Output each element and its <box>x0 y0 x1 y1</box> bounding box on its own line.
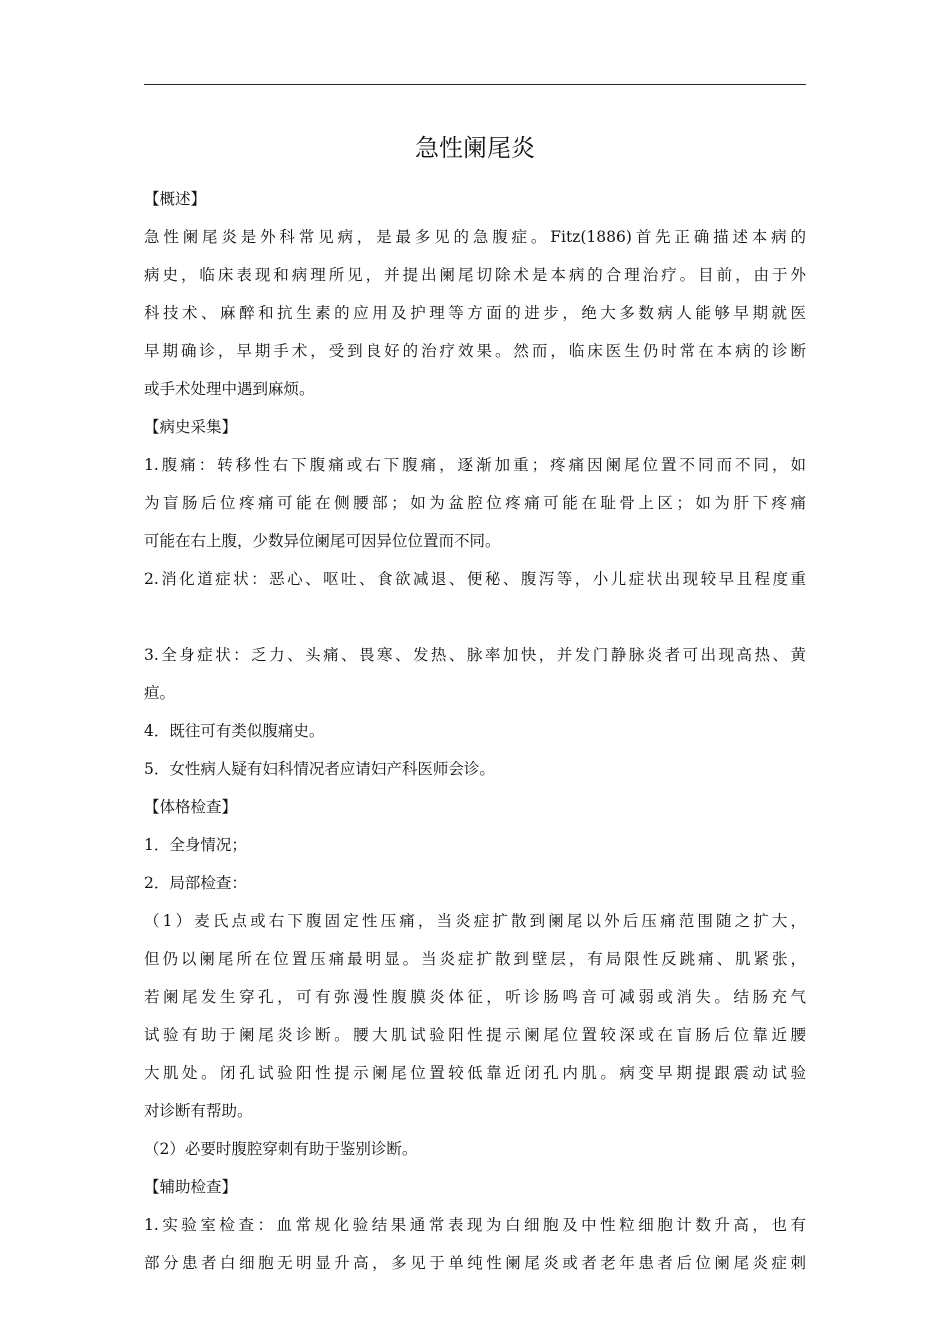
text-line: 急性阑尾炎是外科常见病，是最多见的急腹症。Fitz(1886)首先正确描述本病的 <box>144 228 806 246</box>
text-line: 1.实验室检查：血常规化验结果通常表现为白细胞及中性粒细胞计数升高，也有 <box>144 1216 806 1234</box>
text-line: 若阑尾发生穿孔，可有弥漫性腹膜炎体征，听诊肠鸣音可减弱或消失。结肠充气 <box>144 988 806 1006</box>
text-line <box>144 598 806 636</box>
text-line: （2）必要时腹腔穿刺有助于鉴别诊断。 <box>144 1140 418 1158</box>
text-line: 【病史采集】 <box>144 418 238 436</box>
text-line: 疸。 <box>144 684 176 702</box>
text-line: 1.腹痛：转移性右下腹痛或右下腹痛，逐渐加重；疼痛因阑尾位置不同而不同，如 <box>144 456 806 474</box>
text-line: 4．既往可有类似腹痛史。 <box>144 722 325 740</box>
text-line: 科技术、麻醉和抗生素的应用及护理等方面的进步，绝大多数病人能够早期就医 <box>144 304 806 322</box>
text-line: 或手术处理中遇到麻烦。 <box>144 380 315 398</box>
document-title: 急性阑尾炎 <box>415 134 535 162</box>
text-line: 对诊断有帮助。 <box>144 1102 253 1120</box>
text-line: （1）麦氏点或右下腹固定性压痛，当炎症扩散到阑尾以外后压痛范围随之扩大， <box>144 912 806 930</box>
text-line: 可能在右上腹，少数异位阑尾可因异位位置而不同。 <box>144 532 501 550</box>
text-line: 病史，临床表现和病理所见，并提出阑尾切除术是本病的合理治疗。目前，由于外 <box>144 266 806 284</box>
text-line: 试验有助于阑尾炎诊断。腰大肌试验阳性提示阑尾位置较深或在盲肠后位靠近腰 <box>144 1026 806 1044</box>
text-line: 但仍以阑尾所在位置压痛最明显。当炎症扩散到壁层，有局限性反跳痛、肌紧张， <box>144 950 806 968</box>
header-rule <box>144 84 806 85</box>
text-line: 5．女性病人疑有妇科情况者应请妇产科医师会诊。 <box>144 760 495 778</box>
text-line: 早期确诊，早期手术，受到良好的治疗效果。然而，临床医生仍时常在本病的诊断 <box>144 342 806 360</box>
text-line: 2．局部检查： <box>144 874 247 892</box>
text-line: 【概述】 <box>144 190 207 208</box>
text-line: 1．全身情况； <box>144 836 247 854</box>
text-line: 【体格检查】 <box>144 798 238 816</box>
document-body <box>144 180 806 1282</box>
text-line: 大肌处。闭孔试验阳性提示阑尾位置较低靠近闭孔内肌。病变早期提跟震动试验 <box>144 1064 806 1082</box>
text-line: 【辅助检查】 <box>144 1178 238 1196</box>
text-line: 2.消化道症状：恶心、呕吐、食欲减退、便秘、腹泻等，小儿症状出现较早且程度重 <box>144 570 806 588</box>
text-line: 3.全身症状：乏力、头痛、畏寒、发热、脉率加快，并发门静脉炎者可出现高热、黄 <box>144 646 806 664</box>
text-line: 部分患者白细胞无明显升高，多见于单纯性阑尾炎或者老年患者后位阑尾炎症刺 <box>144 1254 806 1272</box>
text-line: 为盲肠后位疼痛可能在侧腰部；如为盆腔位疼痛可能在耻骨上区；如为肝下疼痛 <box>144 494 806 512</box>
